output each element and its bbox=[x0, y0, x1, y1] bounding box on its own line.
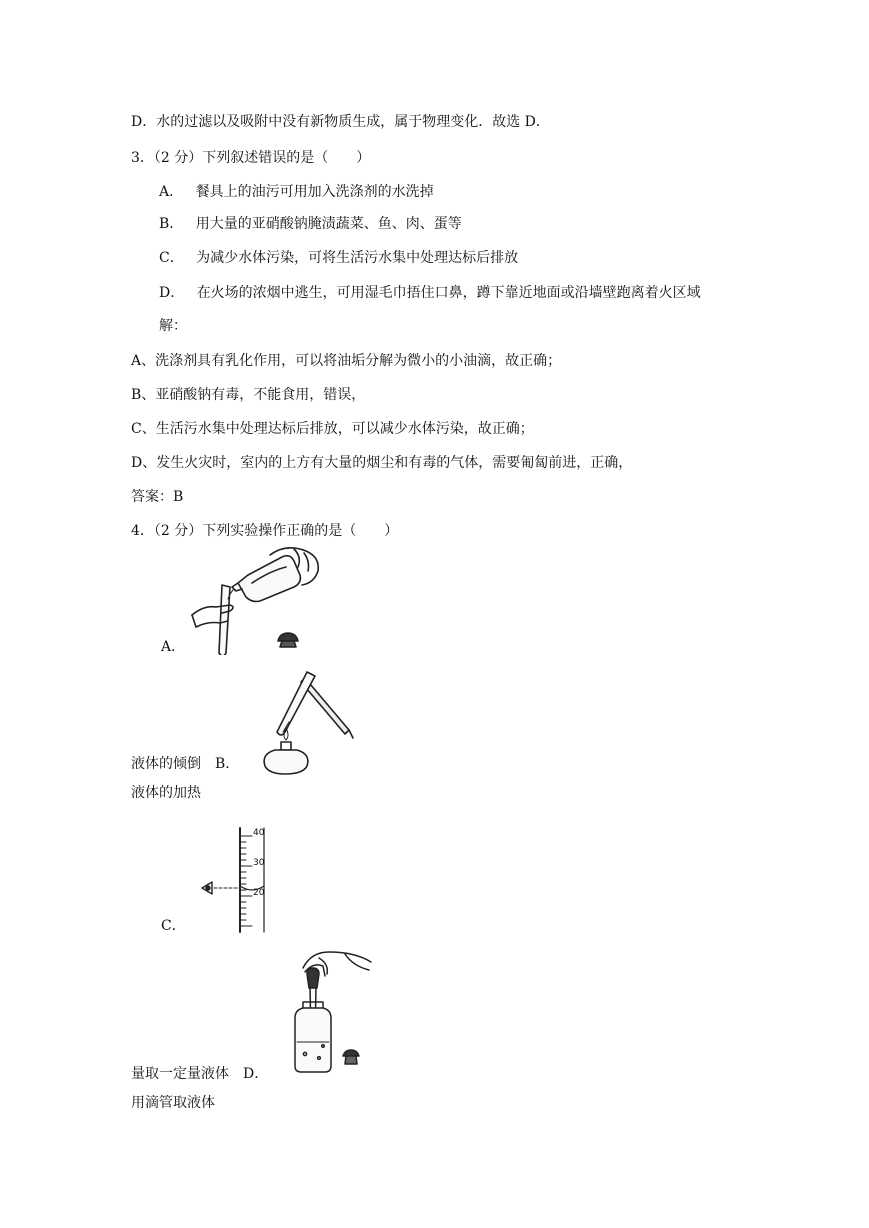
q3-option-d bbox=[159, 283, 701, 303]
tick-label-30: 30 bbox=[253, 858, 265, 868]
q2-option-d-explanation: D．水的过滤以及吸附中没有新物质生成，属于物理变化．故选 D． bbox=[131, 114, 550, 130]
option-text: 为减少水体污染，可将生活污水集中处理达标后排放 bbox=[196, 250, 519, 266]
figure-a-label: A． bbox=[161, 639, 186, 655]
caption-a: 液体的倾倒 bbox=[131, 756, 201, 772]
solution-line-b: B、亚硝酸钠有毒，不能食用，错误， bbox=[131, 387, 366, 403]
figure-d-label: D． bbox=[243, 1066, 269, 1082]
figure-dropper bbox=[285, 946, 375, 1076]
option-letter: B． bbox=[159, 216, 184, 232]
option-letter: C． bbox=[159, 250, 184, 266]
solution-line-c: C、生活污水集中处理达标后排放，可以减少水体污染，故正确； bbox=[131, 421, 534, 437]
q3-option-c bbox=[159, 248, 518, 268]
figure-liquid-heating bbox=[255, 666, 360, 776]
figure-b-label: B． bbox=[215, 756, 240, 772]
solution-label: 解： bbox=[159, 318, 187, 334]
figure-c-caption-row bbox=[131, 1064, 268, 1084]
figure-a-caption bbox=[131, 754, 239, 774]
answer: 答案：B bbox=[131, 489, 184, 505]
tick-label-40: 40 bbox=[253, 828, 265, 838]
option-letter: D． bbox=[159, 285, 185, 301]
figure-measuring-cylinder bbox=[198, 826, 273, 934]
caption-c: 量取一定量液体 bbox=[131, 1066, 229, 1082]
figure-c-label: C． bbox=[161, 918, 186, 934]
figure-liquid-pouring bbox=[190, 545, 335, 655]
option-letter: A． bbox=[159, 184, 184, 200]
option-text: 餐具上的油污可用加入洗涤剂的水洗掉 bbox=[195, 184, 434, 200]
solution-line-a: A、洗涤剂具有乳化作用，可以将油垢分解为微小的小油滴，故正确； bbox=[131, 353, 562, 369]
question-4-stem: 4．（2 分）下列实验操作正确的是（ ） bbox=[131, 523, 399, 539]
option-text: 在火场的浓烟中逃生，可用湿毛巾捂住口鼻，蹲下靠近地面或沿墙壁跑离着火区域 bbox=[196, 285, 701, 301]
q3-option-b bbox=[159, 214, 462, 234]
figure-b-caption: 液体的加热 bbox=[131, 785, 201, 801]
figure-d-caption: 用滴管取液体 bbox=[131, 1095, 215, 1111]
q3-option-a bbox=[159, 182, 434, 202]
option-text: 用大量的亚硝酸钠腌渍蔬菜、鱼、肉、蛋等 bbox=[195, 216, 462, 232]
question-3-stem: 3．（2 分）下列叙述错误的是（ ） bbox=[131, 150, 371, 166]
solution-line-d: D、发生火灾时，室内的上方有大量的烟尘和有毒的气体，需要匍匐前进，正确， bbox=[131, 455, 633, 471]
tick-label-20: 20 bbox=[253, 888, 265, 898]
